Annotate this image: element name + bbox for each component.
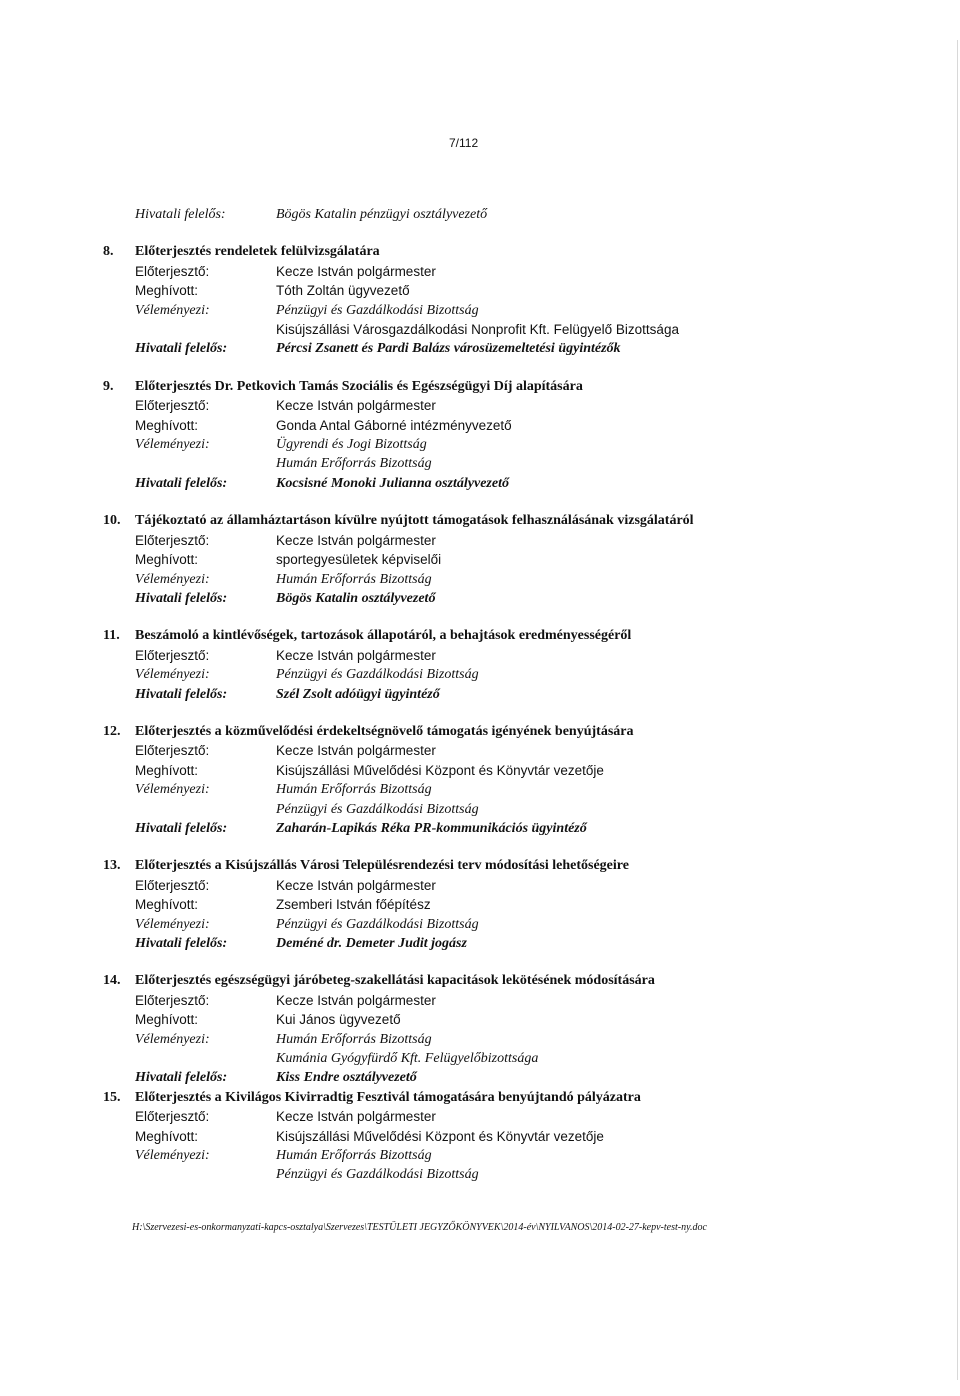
agenda-item (103, 242, 933, 358)
agenda-detail-row (103, 819, 933, 838)
detail-value: Kecze István polgármester (276, 1109, 436, 1125)
detail-value: Humán Erőforrás Bizottság (276, 782, 432, 798)
agenda-item (103, 1088, 933, 1185)
detail-label: Véleményezi: (135, 302, 210, 318)
detail-label: Hivatali felelős: (135, 1070, 228, 1086)
agenda-item-title: Beszámoló a kintlévőségek, tartozások állapotáról, a behajtások eredményességéről (135, 628, 632, 644)
detail-value: Ügyrendi és Jogi Bizottság (276, 437, 427, 453)
detail-value: Pénzügyi és Gazdálkodási Bizottság (276, 302, 479, 318)
detail-label: Előterjesztő: (135, 1109, 210, 1125)
agenda-item-title: Előterjesztés a Kisújszállás Városi Településrendezési terv módosítási lehetőségeire (135, 858, 629, 874)
detail-label: Hivatali felelős: (135, 936, 228, 951)
detail-label: Meghívott: (135, 417, 199, 433)
detail-label: Előterjesztő: (135, 532, 210, 548)
detail-label: Hivatali felelős: (135, 341, 228, 357)
agenda-item-heading (103, 511, 933, 530)
agenda-item (103, 722, 933, 838)
detail-label: Véleményezi: (135, 437, 210, 453)
agenda-item-title: Előterjesztés rendeletek felülvizsgálatára (135, 244, 380, 260)
agenda-detail-row (103, 800, 933, 819)
detail-label: Véleményezi: (135, 571, 210, 587)
detail-value: Deméné dr. Demeter Judit jogász (276, 936, 467, 951)
detail-label: Hivatali felelős: (135, 475, 228, 491)
agenda-item-heading (103, 722, 933, 741)
detail-value: Humán Erőforrás Bizottság (276, 1031, 432, 1047)
agenda-detail-row (103, 1127, 933, 1146)
agenda-item-heading (103, 626, 933, 645)
agenda-item-heading (103, 1088, 933, 1107)
agenda-detail-row (103, 876, 933, 895)
agenda-detail-row (103, 761, 933, 780)
agenda-item-number: 12. (103, 723, 121, 739)
detail-label: Előterjesztő: (135, 877, 210, 893)
detail-value: Pénzügyi és Gazdálkodási Bizottság (276, 801, 479, 817)
detail-label: Előterjesztő: (135, 398, 210, 414)
agenda-detail-row (103, 301, 933, 320)
agenda-item-title: Előterjesztés a közművelődési érdekeltségnövelő támogatás igényének benyújtására (135, 723, 634, 739)
agenda-item-number: 15. (103, 1089, 121, 1105)
agenda-item-number: 10. (103, 513, 121, 529)
detail-label: Meghívott: (135, 1128, 199, 1144)
detail-value: Pénzügyi és Gazdálkodási Bizottság (276, 1167, 479, 1183)
agenda-detail-row (103, 646, 933, 665)
agenda-detail-row (103, 780, 933, 799)
detail-label: Hivatali felelős: (135, 686, 228, 702)
detail-label: Előterjesztő: (135, 647, 210, 663)
agenda-detail-row (103, 934, 933, 953)
agenda-item (103, 971, 933, 1087)
detail-label: Előterjesztő: (135, 263, 210, 279)
responsible-value: Bögös Katalin pénzügyi osztályvezető (276, 207, 488, 222)
agenda-item-title: Előterjesztés Dr. Petkovich Tamás Szociális és Egészségügyi Díj alapítására (135, 378, 583, 394)
agenda-item-number: 9. (103, 378, 114, 394)
agenda-detail-row (103, 1165, 933, 1184)
agenda-detail-row (103, 396, 933, 415)
detail-value: Kumánia Gyógyfürdő Kft. Felügyelőbizottsága (276, 1051, 539, 1067)
detail-label: Meghívott: (135, 1012, 199, 1028)
detail-label: Véleményezi: (135, 916, 210, 932)
detail-label (135, 1049, 276, 1068)
detail-value: Gonda Antal Gáborné intézményvezető (276, 417, 512, 433)
detail-label: Véleményezi: (135, 782, 210, 798)
agenda-detail-row (103, 589, 933, 608)
agenda-detail-row (103, 685, 933, 704)
detail-value: Tóth Zoltán ügyvezető (276, 283, 410, 299)
detail-value: Zsemberi István főépítész (276, 897, 431, 913)
detail-value: Bögös Katalin osztályvezető (276, 590, 436, 606)
agenda-item (103, 856, 933, 953)
detail-value: Humán Erőforrás Bizottság (276, 1148, 432, 1164)
agenda-item (103, 377, 933, 493)
agenda-detail-row (103, 665, 933, 684)
agenda-detail-row (103, 570, 933, 589)
agenda-detail-row (103, 991, 933, 1010)
detail-value: Pércsi Zsanett és Pardi Balázs városüzemeltetési ügyintézők (276, 341, 621, 357)
detail-label (135, 320, 276, 339)
detail-label: Meghívott: (135, 283, 199, 299)
detail-value: Kecze István polgármester (276, 743, 436, 759)
agenda-detail-row (103, 1030, 933, 1049)
agenda-detail-row (103, 262, 933, 281)
detail-label: Meghívott: (135, 762, 199, 778)
detail-value: Kocsisné Monoki Julianna osztályvezető (276, 475, 509, 491)
agenda-detail-row (103, 1146, 933, 1165)
agenda-item-number: 11. (103, 628, 120, 644)
detail-value: Pénzügyi és Gazdálkodási Bizottság (276, 916, 479, 932)
page-edge-line (957, 40, 958, 1380)
agenda-detail-row (103, 550, 933, 569)
detail-label: Meghívott: (135, 552, 199, 568)
agenda-item-heading (103, 971, 933, 990)
agenda-detail-row (103, 281, 933, 300)
detail-value: Kisújszállási Művelődési Központ és Könyvtár vezetője (276, 1128, 604, 1144)
detail-value: Humán Erőforrás Bizottság (276, 456, 432, 472)
agenda-detail-row (103, 895, 933, 914)
detail-value: Kecze István polgármester (276, 263, 436, 279)
detail-value: Kecze István polgármester (276, 398, 436, 414)
agenda-item-number: 8. (103, 244, 114, 260)
agenda-detail-row (103, 435, 933, 454)
page-number: 7/112 (449, 136, 479, 150)
agenda-item-title: Előterjesztés a Kivilágos Kivirradtig Fesztivál támogatására benyújtandó pályázatra (135, 1089, 641, 1105)
detail-value: Kecze István polgármester (276, 532, 436, 548)
agenda-detail-row (103, 1049, 933, 1068)
agenda-detail-row (103, 1010, 933, 1029)
detail-label (135, 800, 276, 819)
agenda-detail-row (103, 741, 933, 760)
detail-label (135, 1165, 276, 1184)
detail-value: Kecze István polgármester (276, 992, 436, 1008)
agenda-item-heading (103, 377, 933, 396)
agenda-detail-row (103, 915, 933, 934)
detail-value: Kisújszállási Művelődési Központ és Könyvtár vezetője (276, 762, 604, 778)
agenda-detail-row (103, 416, 933, 435)
agenda-detail-row (103, 474, 933, 493)
detail-label: Előterjesztő: (135, 743, 210, 759)
detail-label: Véleményezi: (135, 1031, 210, 1047)
agenda-document (103, 205, 933, 1185)
agenda-item-heading (103, 856, 933, 875)
responsible-label: Hivatali felelős: (135, 207, 226, 222)
detail-label: Hivatali felelős: (135, 590, 228, 606)
agenda-item-number: 13. (103, 858, 121, 874)
detail-label: Véleményezi: (135, 1148, 210, 1164)
detail-label: Véleményezi: (135, 667, 210, 683)
agenda-item-heading (103, 242, 933, 261)
detail-label: Meghívott: (135, 897, 199, 913)
agenda-item (103, 511, 933, 608)
agenda-item-title: Tájékoztató az államháztartáson kívülre nyújtott támogatások felhasználásának vizsgálatáról (135, 513, 694, 529)
agenda-items (103, 242, 933, 1184)
detail-label: Hivatali felelős: (135, 820, 228, 836)
agenda-detail-row (103, 454, 933, 473)
detail-value: Humán Erőforrás Bizottság (276, 571, 432, 587)
agenda-detail-row (103, 320, 933, 339)
agenda-detail-row (103, 1068, 933, 1087)
top-responsible-row (103, 205, 933, 224)
detail-value: Kui János ügyvezető (276, 1012, 401, 1028)
detail-value: sportegyesületek képviselői (276, 552, 442, 568)
detail-value: Kecze István polgármester (276, 877, 436, 893)
agenda-detail-row (103, 339, 933, 358)
file-path-footer: H:\Szervezesi-es-onkormanyzati-kapcs-osztalya\Szervezes\TESTÜLETI JEGYZŐKÖNYVEK\2014-év\NYILVANOS\2014-02-27-kepv-test-ny.doc (132, 1222, 707, 1233)
detail-value: Kecze István polgármester (276, 647, 436, 663)
detail-value: Kisújszállási Városgazdálkodási Nonprofit Kft. Felügyelő Bizottsága (276, 322, 679, 338)
detail-value: Kiss Endre osztályvezető (276, 1070, 417, 1086)
agenda-item-title: Előterjesztés egészségügyi járóbeteg-szakellátási kapacitások lekötésének módosítására (135, 973, 655, 989)
detail-value: Pénzügyi és Gazdálkodási Bizottság (276, 667, 479, 683)
agenda-item-number: 14. (103, 973, 121, 989)
agenda-detail-row (103, 1107, 933, 1126)
detail-label (135, 454, 276, 473)
agenda-item (103, 626, 933, 704)
detail-value: Zaharán-Lapikás Réka PR-kommunikációs ügyintéző (276, 820, 587, 836)
agenda-detail-row (103, 531, 933, 550)
detail-label: Előterjesztő: (135, 992, 210, 1008)
detail-value: Szél Zsolt adóügyi ügyintéző (276, 686, 440, 702)
